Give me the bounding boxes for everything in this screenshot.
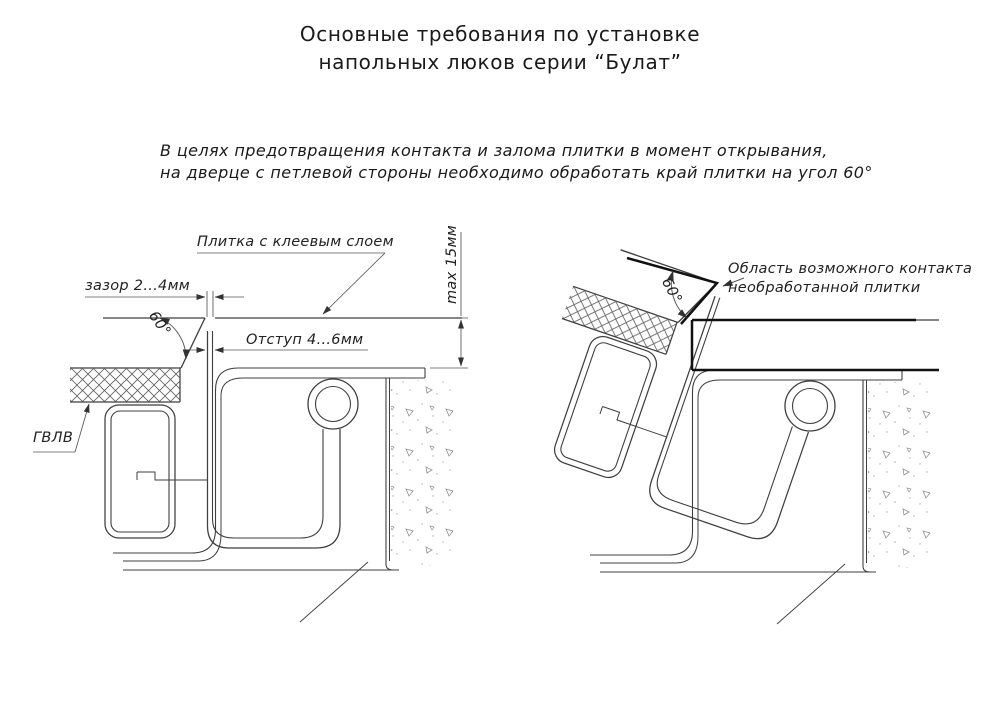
label-contact-line2: необработанной плитки <box>728 280 921 296</box>
label-gap: зазор 2...4мм <box>85 278 191 294</box>
label-gvl: ГВЛВ <box>33 430 74 446</box>
label-offset: Отступ 4...6мм <box>246 332 364 348</box>
label-contact-line1: Область возможного контакта <box>728 261 973 277</box>
page-title-line2: напольных люков серии “Булат” <box>318 50 682 74</box>
note-line2: на дверце с петлевой стороны необходимо обработать край плитки на угол 60° <box>160 163 873 182</box>
label-angle-right: 60° <box>657 275 685 307</box>
label-tile-adhesive: Плитка с клеевым слоем <box>197 234 394 250</box>
page-title-line1: Основные требования по установке <box>299 22 701 46</box>
label-angle-left: 60° <box>145 308 174 340</box>
note-line1: В целях предотвращения контакта и залома плитки в момент открывания, <box>160 141 828 160</box>
label-max-thickness: max 15мм <box>444 225 460 304</box>
